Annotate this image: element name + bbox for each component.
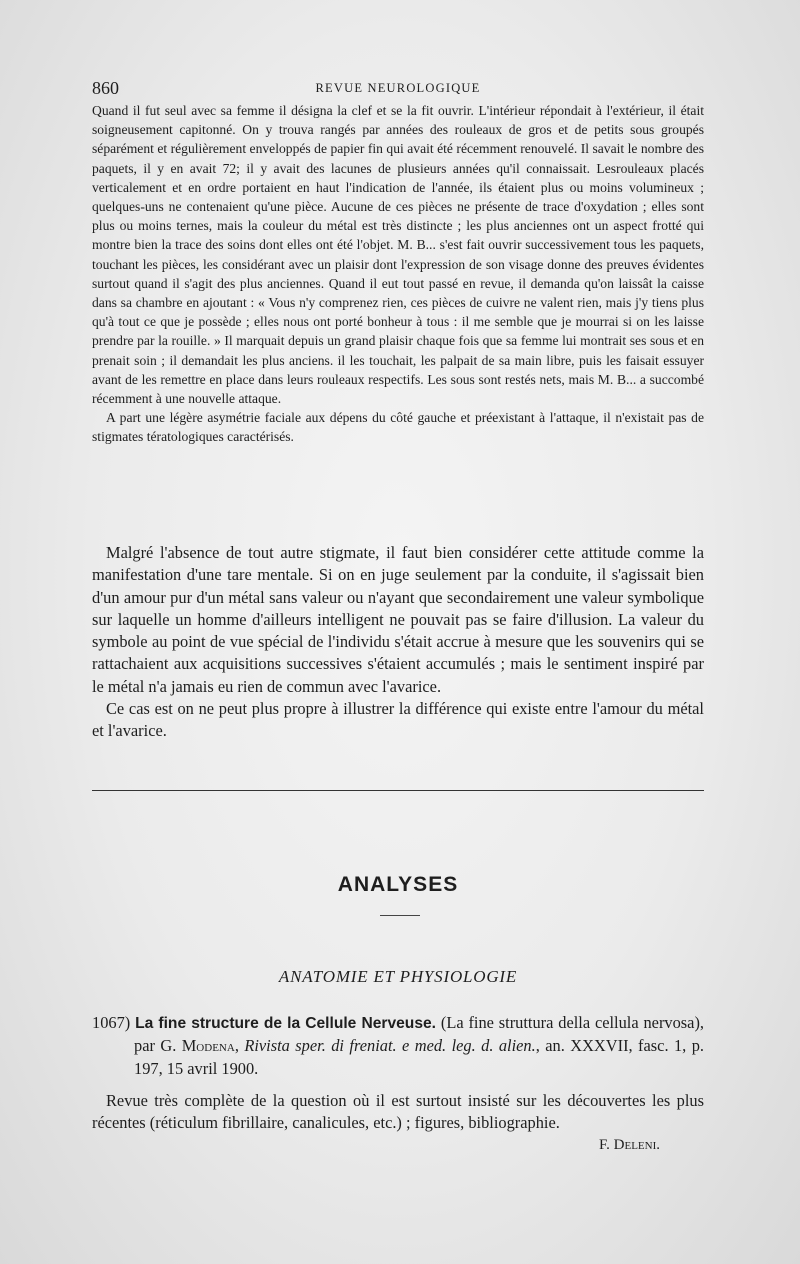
- page-number: 860: [92, 78, 119, 98]
- reviewer-signature: [92, 1134, 704, 1156]
- article-title: La fine structure de la Cellule Nerveuse.: [135, 1015, 436, 1032]
- citation-text: (La fine struttura della cellula nervosa), par G.: [134, 1013, 705, 1056]
- citation-separator: ,: [234, 1036, 245, 1056]
- section-divider: [92, 790, 704, 791]
- journal-name: Rivista sper. di freniat. e med. leg. d. alien.: [244, 1036, 536, 1056]
- paragraph: Ce cas est on ne peut plus propre à illustrer la différence qui existe entre l'amour du métal et l'avarice.: [92, 699, 704, 741]
- reviewer-initial: F.: [598, 1137, 614, 1154]
- paragraph: Quand il fut seul avec sa femme il désigna la clef et se la fit ouvrir. L'intérieur répondait à l'extérieur, il était soigneusement capitonné. On y trouva rangés par années des rouleaux de gros et de petits sous groupés séparément et régulièrement enveloppés de papier fin qui avait été récemment renouvelé. Il savait le nombre des paquets, il y en avait 72; il y avait des lacunes de plusieurs années qu'il connaissait. Lesrouleaux placés verticalement et en ordre portaient en haut l'indication de l'année, ils étaient plus ou moins volumineux ; quelques-uns ne contenaient qu'une pièce. Aucune de ces pièces ne présente de trace d'oxydation ; elles sont plus ou moins ternes, mais la couleur du métal est très distincte ; les plus anciennes ont un aspect frotté qui montre bien la trace des soins dont elles ont été l'objet. M. B... s'est fait ouvrir successivement tous les paquets, touchant les pièces, les considérant avec un plaisir dont l'expression de son visage donne des preuves évidentes surtout quand il s'agit des plus anciennes. Quand il eut tout passé en revue, il demanda qu'on laissât la caisse dans sa chambre en ajoutant : « Vous n'y comprenez rien, ces pièces de cuivre ne valent rien, mais j'y tiens plus qu'à tout ce que je possède ; elles nous ont porté bonheur à tous : il me semble que je mourrai si on les laisse prendre par la rouille. » Il marquait depuis un grand plaisir chaque fois que sa femme lui montrait ses sous et en prenait soin ; il demandait les plus anciens. il les touchait, les palpait de sa main libre, puis les faisait essuyer avant de les remettre en place dans leurs rouleaux respectifs. Les sous sont restés nets, mais M. B... a succombé récemment à une nouvelle attaque.: [92, 103, 704, 407]
- reviewer-name: Deleni.: [613, 1137, 660, 1154]
- case-report-text: [92, 101, 704, 447]
- citation-details: , an. XXXVII, fasc. 1, p. 197, 15 avril 1900.: [134, 1036, 704, 1078]
- subsection-title: ANATOMIE ET PHYSIOLOGIE: [278, 967, 518, 986]
- entry-number: 1067): [92, 1013, 131, 1032]
- entry-summary: Revue très complète de la question où il est surtout insisté sur les découvertes les plus récentes (réticulum fibrillaire, canalicules, etc.) ; figures, bibliographie.: [92, 1090, 704, 1133]
- section-title: ANALYSES: [337, 873, 459, 896]
- page-header: [92, 78, 704, 102]
- paragraph: A part une légère asymétrie faciale aux dépens du côté gauche et préexistant à l'attaque, il n'existait pas de stigmates tératologiques caractérisés.: [92, 410, 704, 445]
- paragraph: Malgré l'absence de tout autre stigmate, il faut bien considérer cette attitude comme la manifestation d'une tare mentale. Si on en juge seulement par la conduite, il s'agissait bien d'un amour pur d'un métal sans valeur ou n'ayant que secondairement une valeur symbolique sur laquelle un homme d'ailleurs intelligent ne pouvait pas se faire d'illusion. La valeur du symbole au point de vue spécial de l'individu s'était accrue à mesure que les souvenirs qui se rattachaient aux acquisitions successives s'étaient accumulés ; mais le sentiment inspiré par le métal n'a jamais eu rien de commun avec l'avarice.: [92, 543, 704, 696]
- author-name: Modena: [181, 1036, 235, 1056]
- entry-citation: [92, 1012, 704, 1080]
- running-title: REVUE NEUROLOGIQUE: [315, 81, 481, 95]
- title-underline: [380, 915, 420, 916]
- analysis-entry: [92, 1012, 704, 1157]
- discussion-text: [92, 542, 704, 743]
